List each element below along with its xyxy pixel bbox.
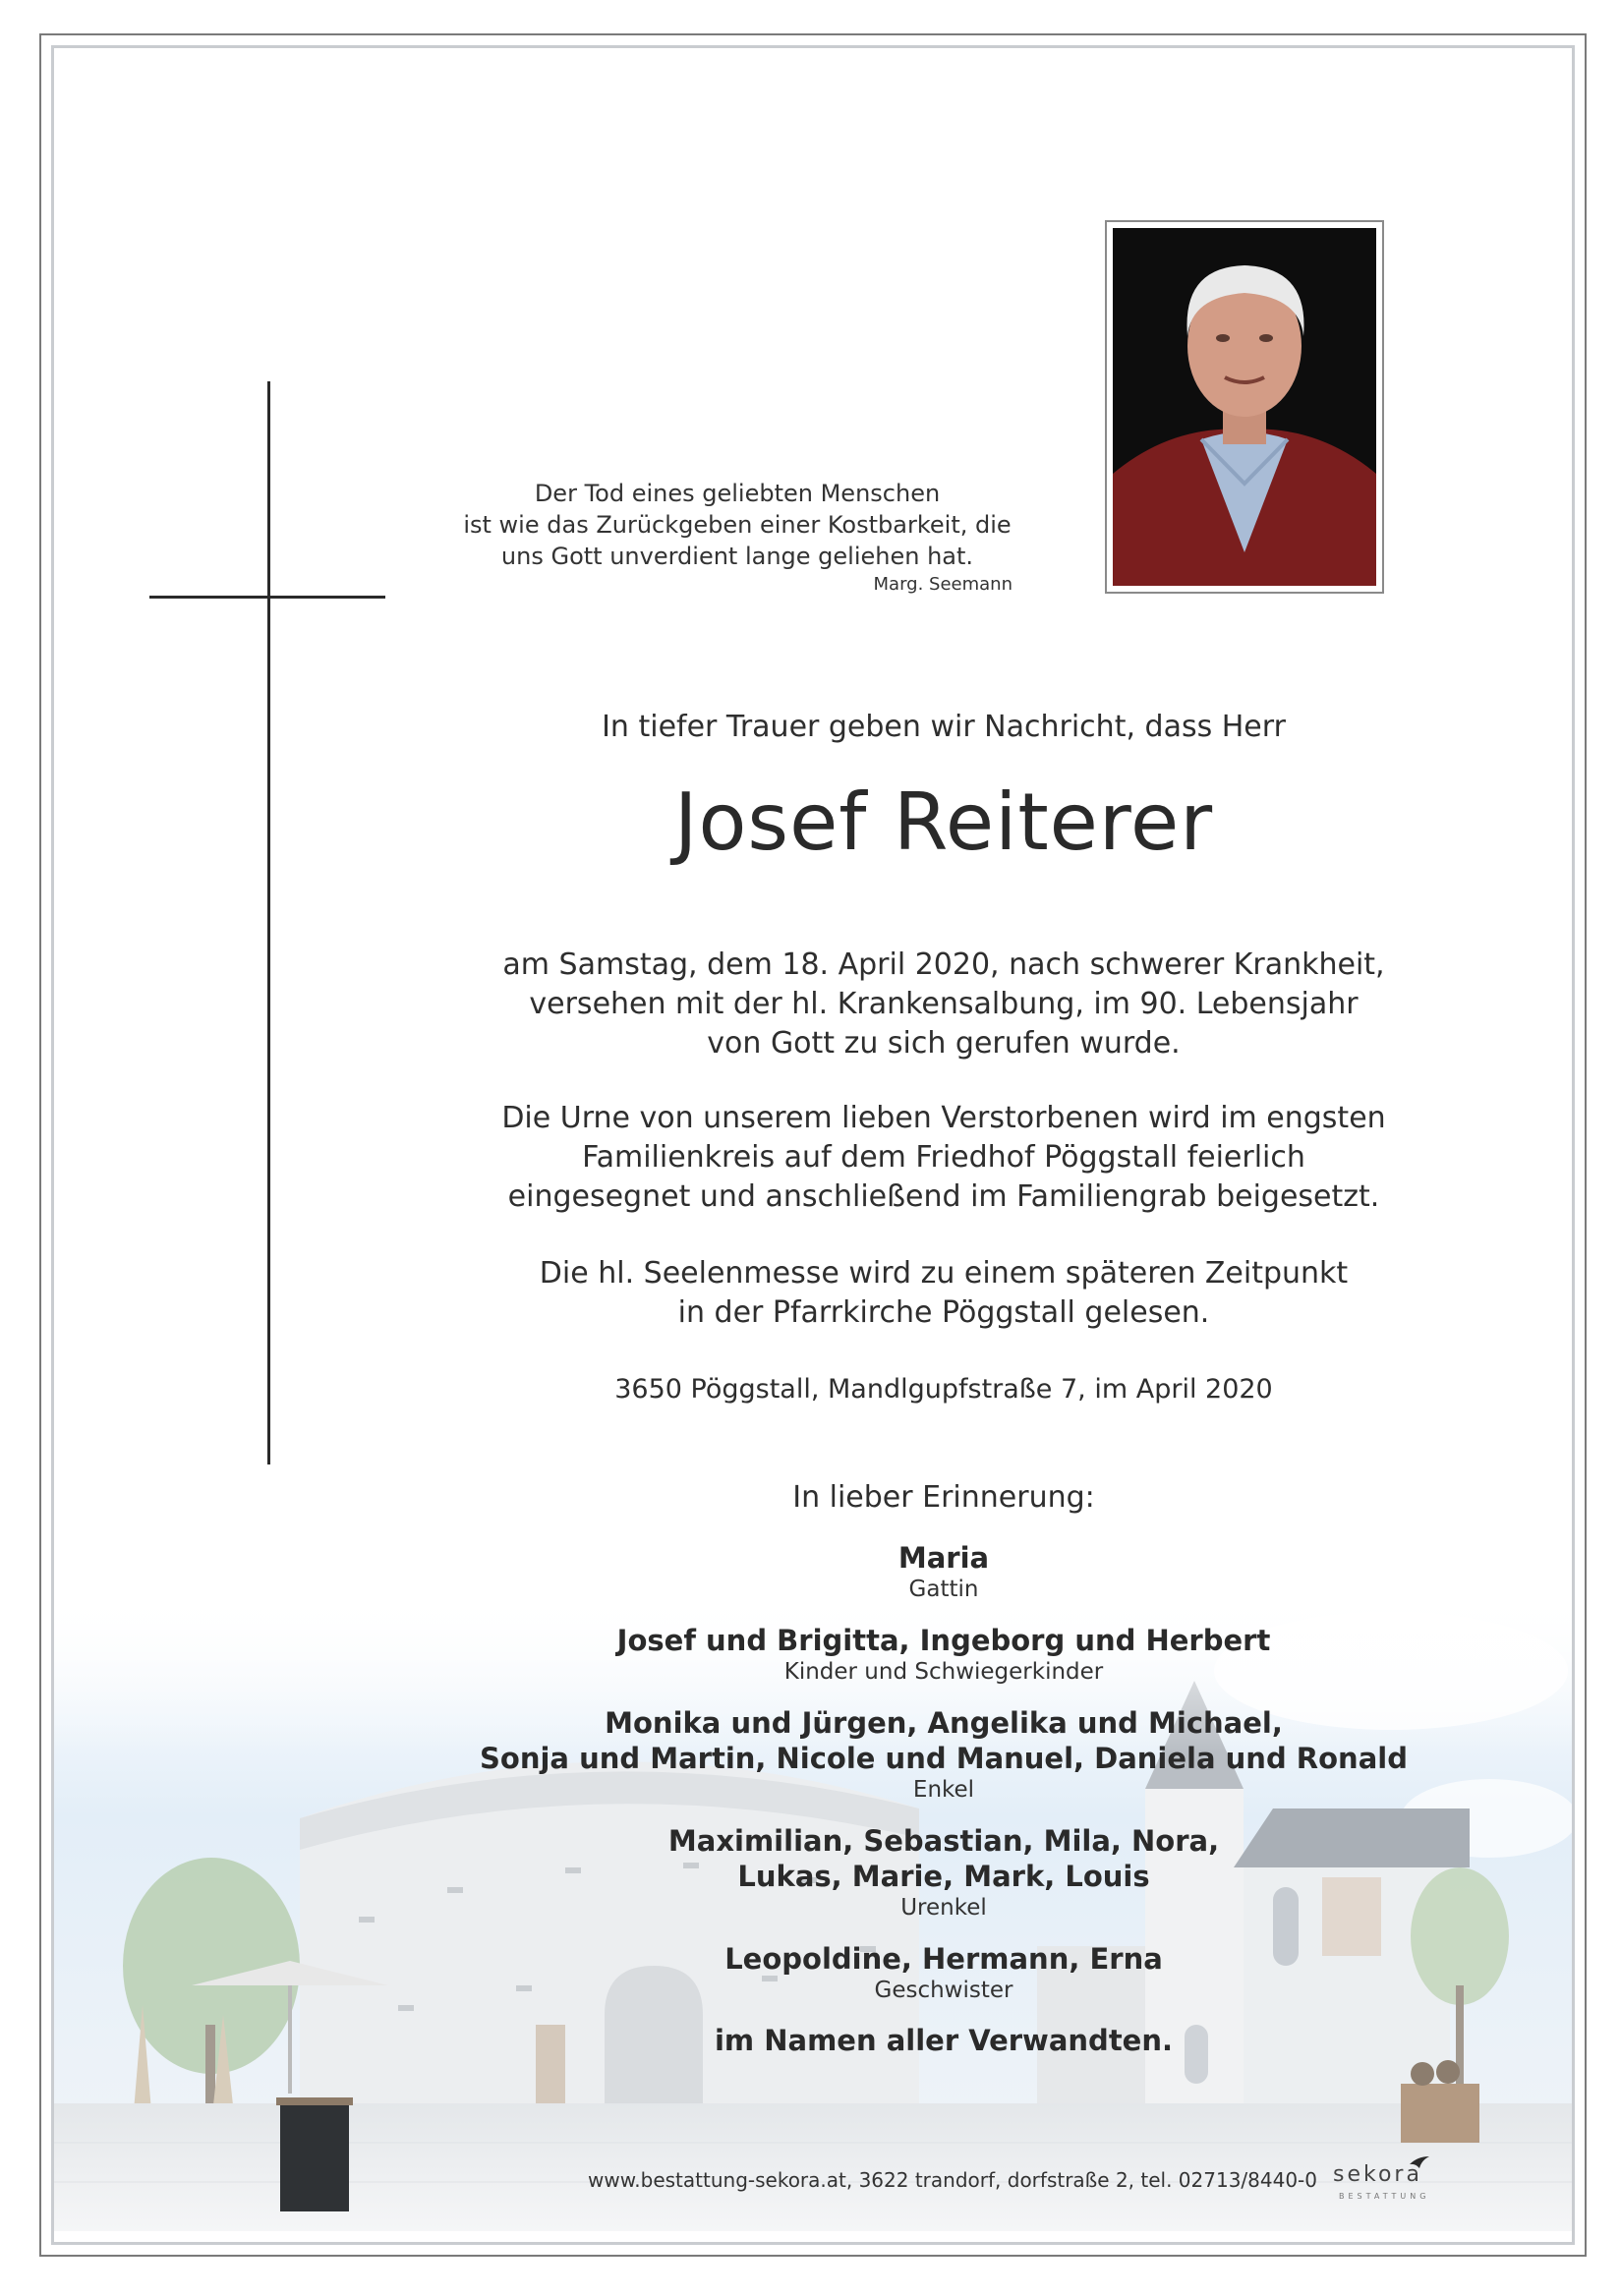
deceased-name: Josef Reiterer <box>673 776 1214 868</box>
text-line: in der Pfarrkirche Pöggstall gelesen. <box>677 1295 1210 1330</box>
funeral-home-contact: www.bestattung-sekora.at, 3622 trandorf, dorfstraße 2, tel. 02713/8440-0 <box>588 2168 1317 2192</box>
quote-line: ist wie das Zurückgeben einer Kostbarkeit, die <box>463 511 1012 539</box>
cross-vertical-bar <box>267 381 270 1464</box>
text-line: versehen mit der hl. Krankensalbung, im 90. Lebensjahr <box>529 987 1359 1021</box>
mourner-role: Geschwister <box>874 1978 1013 2003</box>
mourner-names: Josef und Brigitta, Ingeborg und Herbert <box>616 1624 1271 1657</box>
mourner-role: Kinder und Schwiegerkinder <box>783 1659 1104 1685</box>
text-line: am Samstag, dem 18. April 2020, nach schwerer Krankheit, <box>502 947 1385 982</box>
mass-details <box>472 1254 1416 1333</box>
mourner-group <box>452 1540 1435 1603</box>
mourner-names: Lukas, Marie, Mark, Louis <box>737 1860 1150 1893</box>
mourners-header: In lieber Erinnerung: <box>792 1480 1095 1515</box>
mourner-group <box>452 1823 1435 1922</box>
quote-line: Der Tod eines geliebten Menschen <box>534 480 941 507</box>
text-line: von Gott zu sich gerufen wurde. <box>707 1026 1181 1061</box>
mourner-names: Monika und Jürgen, Angelika und Michael, <box>605 1706 1283 1740</box>
mourner-group <box>452 1623 1435 1686</box>
mourner-group <box>452 1705 1435 1804</box>
closing-line: im Namen aller Verwandten. <box>714 2024 1174 2057</box>
mourner-names: Maria <box>897 1541 990 1575</box>
mourner-role: Gattin <box>908 1577 979 1602</box>
quote-author: Marg. Seemann <box>873 574 1012 595</box>
mourner-role: Enkel <box>912 1777 975 1803</box>
funeral-home-brand: sekora <box>1333 2162 1422 2187</box>
portrait-photo <box>1113 228 1376 586</box>
mourners-list <box>452 1480 1435 2057</box>
quote-line: uns Gott unverdient lange geliehen hat. <box>500 543 974 570</box>
text-line: Familienkreis auf dem Friedhof Pöggstall feierlich <box>582 1140 1305 1175</box>
mourner-names: Leopoldine, Hermann, Erna <box>724 1942 1163 1976</box>
bird-icon <box>1408 2154 1431 2170</box>
cross-horizontal-bar <box>149 596 385 599</box>
memorial-quote <box>462 478 1012 572</box>
text-line: Die Urne von unserem lieben Verstorbenen wird im engsten <box>501 1101 1386 1135</box>
mourner-names: Maximilian, Sebastian, Mila, Nora, <box>667 1824 1220 1858</box>
mourner-names: Sonja und Martin, Nicole und Manuel, Daniela und Ronald <box>480 1742 1408 1775</box>
death-details <box>472 946 1416 1063</box>
text-line: eingesegnet und anschließend im Familiengrab beigesetzt. <box>507 1179 1380 1214</box>
burial-details <box>472 1099 1416 1217</box>
funeral-home-brand-sub: BESTATTUNG <box>1339 2192 1430 2201</box>
mourner-role: Urenkel <box>900 1895 987 1921</box>
mourner-group <box>452 1941 1435 2004</box>
place-and-date: 3650 Pöggstall, Mandlgupfstraße 7, im April 2020 <box>614 1374 1273 1405</box>
announcement-intro: In tiefer Trauer geben wir Nachricht, dass Herr <box>602 710 1286 744</box>
text-line: Die hl. Seelenmesse wird zu einem späteren Zeitpunkt <box>539 1256 1349 1291</box>
